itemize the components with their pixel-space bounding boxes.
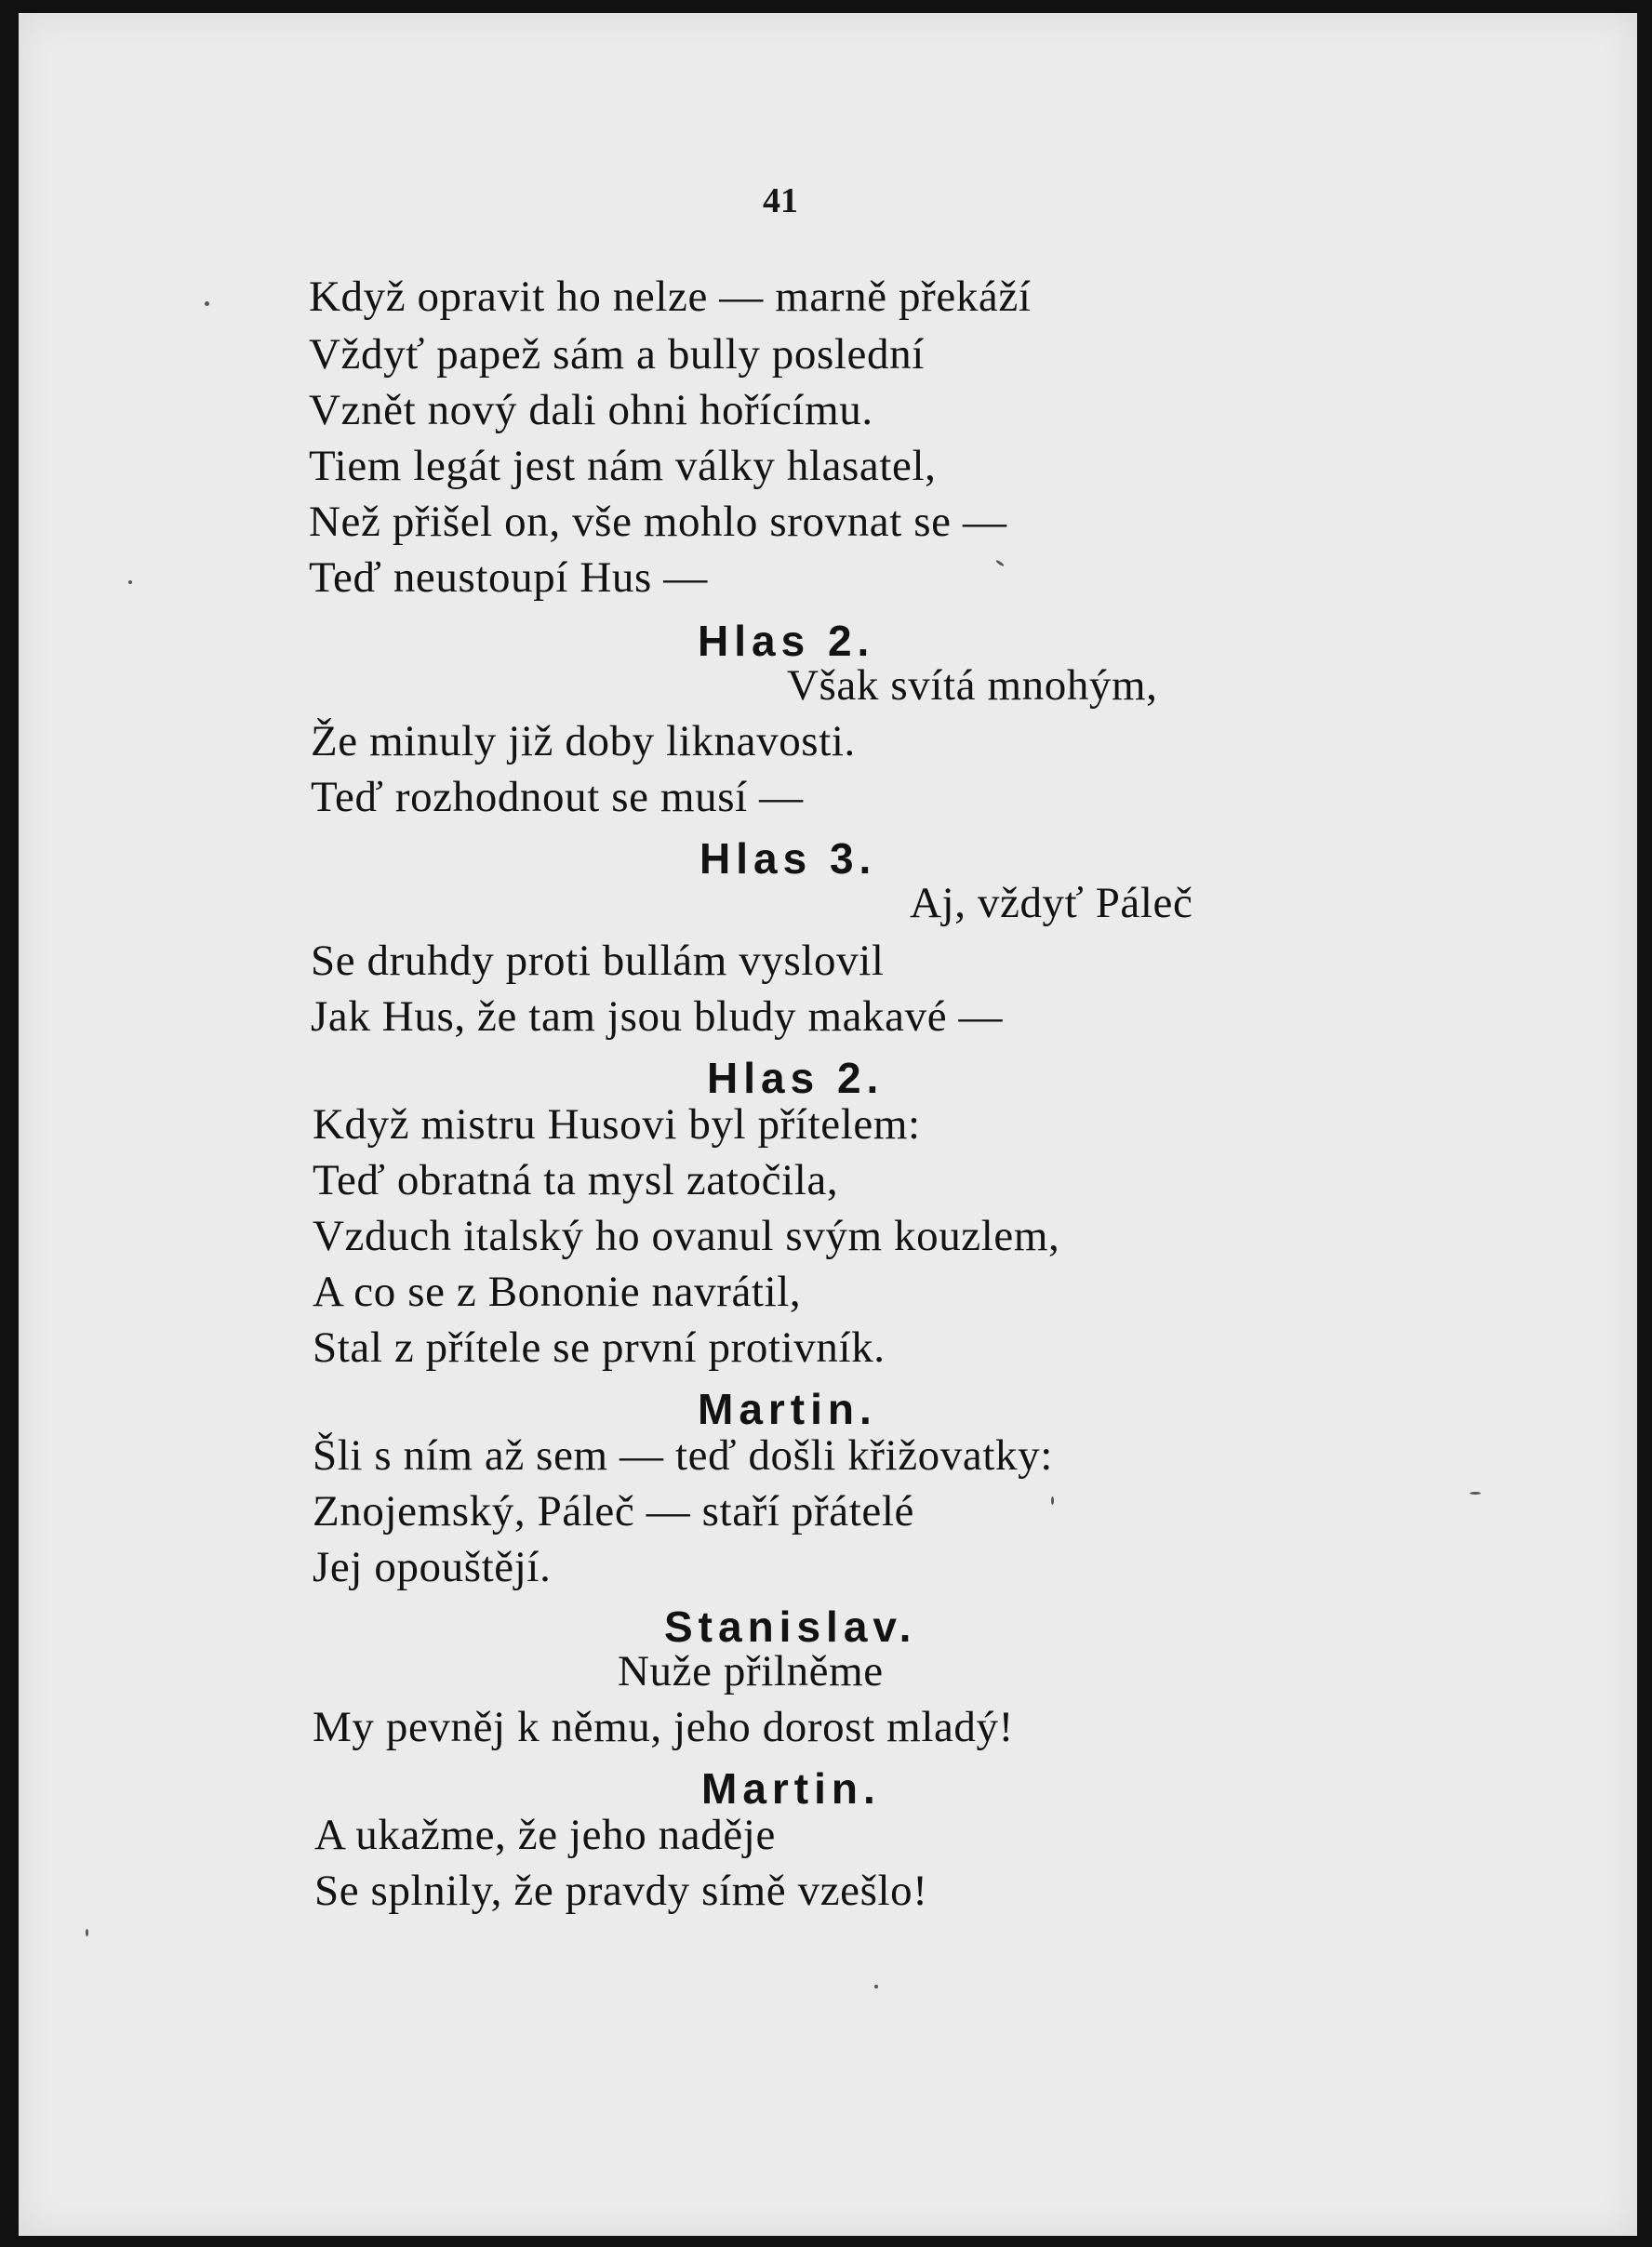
paper-speck	[128, 580, 132, 584]
speaker-name: Hlas 3.	[699, 834, 877, 883]
paper-speck	[1470, 1492, 1481, 1495]
paper-speck	[1051, 1496, 1054, 1505]
verse-line: Tiem legát jest nám války hlasatel,	[309, 442, 937, 490]
book-page	[19, 13, 1637, 2236]
paper-speck	[995, 559, 1005, 566]
verse-line: Teď obratná ta mysl zatočila,	[313, 1156, 839, 1204]
paper-speck	[874, 1985, 878, 1988]
speaker-name: Stanislav.	[664, 1602, 917, 1651]
verse-line: Že minuly již doby liknavosti.	[311, 717, 856, 765]
verse-line: Jak Hus, že tam jsou bludy makavé —	[311, 992, 1004, 1041]
verse-line: A ukažme, že jeho naděje	[314, 1811, 776, 1859]
verse-line: Vzduch italský ho ovanul svým kouzlem,	[313, 1212, 1060, 1260]
speaker-name: Hlas 2.	[698, 617, 875, 665]
verse-line: Se druhdy proti bullám vyslovil	[311, 937, 885, 985]
verse-line: Aj, vždyť Páleč	[910, 879, 1193, 927]
verse-line: Se splnily, že pravdy símě vzešlo!	[314, 1867, 928, 1915]
speaker-name: Martin.	[698, 1385, 877, 1433]
verse-line: Než přišel on, vše mohlo srovnat se —	[309, 498, 1007, 546]
page-number: 41	[763, 181, 798, 220]
verse-line: Nuže přilněme	[618, 1647, 884, 1695]
verse-line: Vždyť papež sám a bully poslední	[309, 330, 925, 379]
verse-line: Když opravit ho nelze — marně překáží	[309, 273, 1032, 321]
verse-line: A co se z Bononie navrátil,	[313, 1268, 802, 1316]
paper-speck	[86, 1929, 88, 1936]
verse-line: Však svítá mnohým,	[787, 661, 1158, 710]
verse-line: Jej opouštějí.	[313, 1543, 552, 1591]
verse-line: Vznět nový dali ohni hořícímu.	[309, 386, 873, 434]
paper-speck	[205, 301, 209, 306]
verse-line: Stal z přítele se první protivník.	[313, 1323, 886, 1372]
verse-line: Teď neustoupí Hus —	[309, 553, 708, 602]
speaker-name: Hlas 2.	[707, 1054, 885, 1102]
verse-line: Znojemský, Páleč — staří přátelé	[313, 1487, 914, 1536]
verse-line: Když mistru Husovi byl přítelem:	[313, 1100, 921, 1149]
speaker-name: Martin.	[701, 1764, 881, 1813]
verse-line: My pevněj k němu, jeho dorost mladý!	[313, 1703, 1014, 1751]
verse-line: Teď rozhodnout se musí —	[311, 773, 804, 821]
verse-line: Šli s ním až sem — teď došli křižovatky:	[313, 1431, 1053, 1480]
